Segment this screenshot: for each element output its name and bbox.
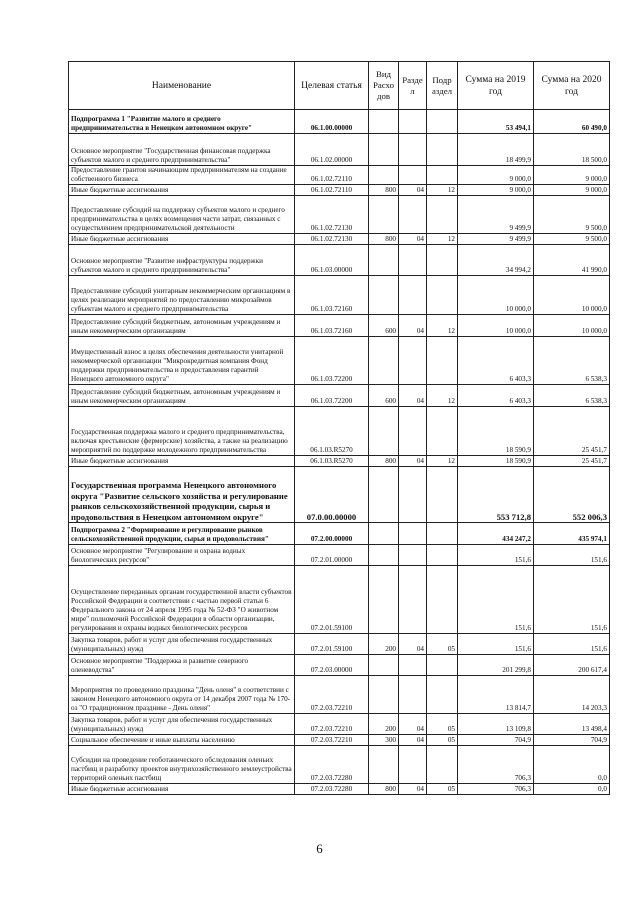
row-name: Иные бюджетные ассигнования — [69, 456, 295, 467]
row-vid: 800 — [369, 234, 399, 245]
row-razdel: 04 — [399, 735, 427, 746]
row-razdel: 04 — [399, 714, 427, 735]
row-target-code: 07.2.03.72210 — [295, 676, 369, 714]
row-target-code: 06.1.03.R5270 — [295, 407, 369, 456]
row-sum-2019: 151,6 — [458, 566, 534, 634]
row-sum-2020: 435 974,1 — [534, 523, 610, 545]
row-podrazdel — [427, 676, 458, 714]
row-target-code: 06.1.03.72200 — [295, 337, 369, 385]
table-row — [69, 735, 610, 746]
row-name: Предоставление субсидий на поддержку субъектов малого и среднего предпринимательства в целях возмещения части затрат, связанных с осуществлением предпринимательской деятельности — [69, 196, 295, 234]
row-razdel — [399, 196, 427, 234]
row-vid: 800 — [369, 456, 399, 467]
table-row — [69, 746, 610, 784]
row-sum-2020: 9 000,0 — [534, 185, 610, 196]
col-header-sum-2019: Сумма на 2019 год — [458, 62, 534, 110]
row-target-code: 07.2.03.00000 — [295, 655, 369, 676]
row-podrazdel — [427, 407, 458, 456]
row-name: Социальное обеспечение и иные выплаты населению — [69, 735, 295, 746]
table-row — [69, 467, 610, 523]
row-podrazdel — [427, 110, 458, 134]
row-vid: 600 — [369, 315, 399, 337]
row-vid: 200 — [369, 634, 399, 655]
row-target-code: 07.2.01.59100 — [295, 566, 369, 634]
row-name: Предоставление субсидий бюджетным, автономным учреждениям и иным некоммерческим организациям — [69, 315, 295, 337]
table-row — [69, 185, 610, 196]
row-name: Субсидии на проведение геоботанического обследования оленьих пастбищ и разработку проектов внутрихозяйственного землеустройства территорий оленьих пастбищ — [69, 746, 295, 784]
row-podrazdel — [427, 545, 458, 566]
row-name: Основное мероприятие "Регулирование и охрана водных биологических ресурсов" — [69, 545, 295, 566]
row-razdel — [399, 245, 427, 276]
row-sum-2020: 0,0 — [534, 784, 610, 795]
table-row — [69, 634, 610, 655]
row-target-code: 06.1.03.72160 — [295, 276, 369, 315]
row-sum-2020: 9 500,0 — [534, 196, 610, 234]
row-sum-2019: 151,6 — [458, 634, 534, 655]
table-header-row — [69, 62, 610, 110]
row-podrazdel — [427, 566, 458, 634]
row-sum-2019: 434 247,2 — [458, 523, 534, 545]
table-row — [69, 385, 610, 407]
row-name: Имущественный взнос в целях обеспечения деятельности унитарной некоммерческой организации "Микрокредитная компания Фонд поддержки предпринимательства и предоставления гарантий Ненецкого автономного округа" — [69, 337, 295, 385]
row-sum-2020: 13 498,4 — [534, 714, 610, 735]
row-vid — [369, 196, 399, 234]
col-header-vid: Вид Расхо дов — [369, 62, 399, 110]
row-podrazdel — [427, 467, 458, 523]
row-podrazdel: 05 — [427, 634, 458, 655]
row-podrazdel — [427, 196, 458, 234]
row-name: Иные бюджетные ассигнования — [69, 234, 295, 245]
row-target-code: 06.1.03.72160 — [295, 315, 369, 337]
row-name: Иные бюджетные ассигнования — [69, 784, 295, 795]
row-sum-2019: 6 403,3 — [458, 337, 534, 385]
row-vid — [369, 134, 399, 166]
row-razdel: 04 — [399, 456, 427, 467]
row-sum-2020: 151,6 — [534, 545, 610, 566]
row-name: Подпрограмма 2 "Формирование и регулирование рынков сельскохозяйственной продукции, сырья и продовольствия" — [69, 523, 295, 545]
row-vid — [369, 676, 399, 714]
row-vid — [369, 467, 399, 523]
row-razdel — [399, 746, 427, 784]
row-name: Предоставление субсидий бюджетным, автономным учреждениям и иным некоммерческим организациям — [69, 385, 295, 407]
row-sum-2020: 60 490,0 — [534, 110, 610, 134]
row-vid: 300 — [369, 735, 399, 746]
row-sum-2020: 704,9 — [534, 735, 610, 746]
table-row — [69, 523, 610, 545]
row-sum-2020: 9 000,0 — [534, 166, 610, 185]
col-header-podrazdel: Подр аздел — [427, 62, 458, 110]
row-sum-2019: 201 299,8 — [458, 655, 534, 676]
row-razdel: 04 — [399, 315, 427, 337]
table-row — [69, 545, 610, 566]
page-number: 6 — [316, 841, 323, 856]
row-vid: 800 — [369, 784, 399, 795]
row-sum-2020: 151,6 — [534, 566, 610, 634]
row-vid: 800 — [369, 185, 399, 196]
row-name: Предоставление грантов начинающим предпринимателям на создание собственного бизнеса — [69, 166, 295, 185]
row-name: Мероприятия по проведению праздника "День оленя" в соответствии с законом Ненецкого автономного округа от 14 декабря 2007 года № 170-оз "О традиционном празднике - День оленя" — [69, 676, 295, 714]
row-target-code: 07.2.01.59100 — [295, 634, 369, 655]
row-target-code: 06.1.02.72110 — [295, 166, 369, 185]
row-sum-2020: 552 006,3 — [534, 467, 610, 523]
row-target-code: 07.2.01.00000 — [295, 545, 369, 566]
col-header-name: Наименование — [69, 62, 295, 110]
row-vid — [369, 276, 399, 315]
row-podrazdel — [427, 245, 458, 276]
row-vid — [369, 545, 399, 566]
row-target-code: 06.1.03.R5270 — [295, 456, 369, 467]
row-target-code: 07.2.03.72280 — [295, 746, 369, 784]
row-podrazdel: 12 — [427, 315, 458, 337]
row-vid — [369, 245, 399, 276]
row-vid — [369, 166, 399, 185]
row-podrazdel: 12 — [427, 385, 458, 407]
budget-table — [68, 61, 610, 795]
row-sum-2019: 9 499,9 — [458, 196, 534, 234]
table-row — [69, 784, 610, 795]
table-row — [69, 245, 610, 276]
row-sum-2020: 25 451,7 — [534, 456, 610, 467]
row-name: Подпрограмма 1 "Развитие малого и среднего предпринимательства в Ненецком автономном округе" — [69, 110, 295, 134]
row-target-code: 06.1.03.00000 — [295, 245, 369, 276]
col-header-razdel: Разде л — [399, 62, 427, 110]
row-razdel: 04 — [399, 634, 427, 655]
row-sum-2020: 25 451,7 — [534, 407, 610, 456]
row-target-code: 06.1.02.72130 — [295, 234, 369, 245]
row-sum-2019: 13 814,7 — [458, 676, 534, 714]
row-target-code: 07.2.00.00000 — [295, 523, 369, 545]
row-razdel: 04 — [399, 784, 427, 795]
row-razdel — [399, 276, 427, 315]
row-podrazdel — [427, 746, 458, 784]
row-name: Государственная программа Ненецкого автономного округа "Развитие сельского хозяйства и регулирование рынков сельскохозяйственной продукции, сырья и продовольствия в Ненецком автономном округе" — [69, 467, 295, 523]
row-sum-2019: 34 994,2 — [458, 245, 534, 276]
row-podrazdel — [427, 337, 458, 385]
row-sum-2019: 6 403,3 — [458, 385, 534, 407]
row-sum-2020: 41 990,0 — [534, 245, 610, 276]
row-name: Закупка товаров, работ и услуг для обеспечения государственных (муниципальных) нужд — [69, 634, 295, 655]
table-row — [69, 110, 610, 134]
table-row — [69, 337, 610, 385]
table-row — [69, 315, 610, 337]
row-name: Основное мероприятие "Поддержка и развитие северного оленеводства" — [69, 655, 295, 676]
row-target-code: 07.2.03.72280 — [295, 784, 369, 795]
row-name: Закупка товаров, работ и услуг для обеспечения государственных (муниципальных) нужд — [69, 714, 295, 735]
row-vid — [369, 746, 399, 784]
row-razdel — [399, 566, 427, 634]
col-header-target: Целевая статья — [295, 62, 369, 110]
row-podrazdel: 12 — [427, 234, 458, 245]
row-target-code: 07.2.03.72210 — [295, 735, 369, 746]
row-razdel: 04 — [399, 234, 427, 245]
row-podrazdel — [427, 523, 458, 545]
row-target-code: 06.1.02.72130 — [295, 196, 369, 234]
row-razdel — [399, 337, 427, 385]
row-podrazdel — [427, 276, 458, 315]
table-row — [69, 134, 610, 166]
row-target-code: 07.2.03.72210 — [295, 714, 369, 735]
table-row — [69, 196, 610, 234]
row-podrazdel: 05 — [427, 714, 458, 735]
row-target-code: 06.1.02.00000 — [295, 134, 369, 166]
row-podrazdel: 05 — [427, 735, 458, 746]
row-razdel — [399, 655, 427, 676]
row-sum-2019: 18 590,9 — [458, 407, 534, 456]
row-sum-2019: 9 000,0 — [458, 166, 534, 185]
row-podrazdel — [427, 655, 458, 676]
row-razdel — [399, 134, 427, 166]
row-name: Предоставление субсидий унитарным некоммерческим организациям в целях реализации мероприятий по предоставлению микрозаймов субъектам малого и среднего предпринимательства — [69, 276, 295, 315]
row-sum-2020: 0,0 — [534, 746, 610, 784]
row-name: Осуществление переданных органам государственной власти субъектов Российской Федерации в соответствии с частью первой статьи 6 Федерального закона от 24 апреля 1995 года № 52-ФЗ "О животном мире" полномочий Российской Федерации в области организации, регулирования и охраны водных биологических ресурсов — [69, 566, 295, 634]
row-name: Государственная поддержка малого и среднего предпринимательства, включая крестьянские (фермерские) хозяйства, а также на реализацию мероприятий по поддержке молодежного предпринимательства — [69, 407, 295, 456]
row-podrazdel — [427, 166, 458, 185]
row-vid: 200 — [369, 714, 399, 735]
row-razdel — [399, 407, 427, 456]
row-razdel — [399, 110, 427, 134]
table-row — [69, 655, 610, 676]
row-sum-2020: 10 000,0 — [534, 276, 610, 315]
row-vid — [369, 523, 399, 545]
row-sum-2020: 6 538,3 — [534, 385, 610, 407]
row-sum-2020: 14 203,3 — [534, 676, 610, 714]
row-vid — [369, 110, 399, 134]
row-sum-2019: 706,3 — [458, 784, 534, 795]
row-sum-2020: 10 000,0 — [534, 315, 610, 337]
row-sum-2019: 53 494,1 — [458, 110, 534, 134]
row-target-code: 06.1.00.00000 — [295, 110, 369, 134]
col-header-sum-2020: Сумма на 2020 год — [534, 62, 610, 110]
row-sum-2019: 151,6 — [458, 545, 534, 566]
row-target-code: 06.1.03.72200 — [295, 385, 369, 407]
row-sum-2019: 18 499,9 — [458, 134, 534, 166]
row-vid: 600 — [369, 385, 399, 407]
row-podrazdel: 05 — [427, 784, 458, 795]
row-vid — [369, 337, 399, 385]
row-sum-2020: 151,6 — [534, 634, 610, 655]
row-sum-2020: 6 538,3 — [534, 337, 610, 385]
row-target-code: 06.1.02.72110 — [295, 185, 369, 196]
table-row — [69, 456, 610, 467]
table-row — [69, 676, 610, 714]
table-row — [69, 166, 610, 185]
table-row — [69, 276, 610, 315]
row-sum-2019: 18 590,9 — [458, 456, 534, 467]
row-sum-2020: 200 617,4 — [534, 655, 610, 676]
row-podrazdel: 12 — [427, 456, 458, 467]
row-vid — [369, 407, 399, 456]
row-target-code: 07.0.00.00000 — [295, 467, 369, 523]
row-razdel — [399, 166, 427, 185]
row-razdel — [399, 545, 427, 566]
table-row — [69, 234, 610, 245]
row-vid — [369, 566, 399, 634]
table-body — [69, 110, 610, 795]
row-name: Основное мероприятие "Государственная финансовая поддержка субъектов малого и среднего предпринимательства" — [69, 134, 295, 166]
row-vid — [369, 655, 399, 676]
row-razdel: 04 — [399, 185, 427, 196]
row-sum-2019: 9 000,0 — [458, 185, 534, 196]
row-sum-2019: 704,9 — [458, 735, 534, 746]
table-row — [69, 566, 610, 634]
row-sum-2019: 706,3 — [458, 746, 534, 784]
table-row — [69, 407, 610, 456]
row-sum-2020: 9 500,0 — [534, 234, 610, 245]
row-razdel — [399, 467, 427, 523]
row-razdel — [399, 523, 427, 545]
row-sum-2019: 10 000,0 — [458, 315, 534, 337]
row-razdel — [399, 676, 427, 714]
row-sum-2019: 13 109,8 — [458, 714, 534, 735]
row-sum-2020: 18 500,0 — [534, 134, 610, 166]
row-sum-2019: 553 712,8 — [458, 467, 534, 523]
row-name: Иные бюджетные ассигнования — [69, 185, 295, 196]
table-row — [69, 714, 610, 735]
row-sum-2019: 10 000,0 — [458, 276, 534, 315]
row-podrazdel: 12 — [427, 185, 458, 196]
row-name: Основное мероприятие "Развитие инфраструктуры поддержки субъектов малого и среднего предпринимательства" — [69, 245, 295, 276]
row-razdel: 04 — [399, 385, 427, 407]
row-sum-2019: 9 499,9 — [458, 234, 534, 245]
row-podrazdel — [427, 134, 458, 166]
